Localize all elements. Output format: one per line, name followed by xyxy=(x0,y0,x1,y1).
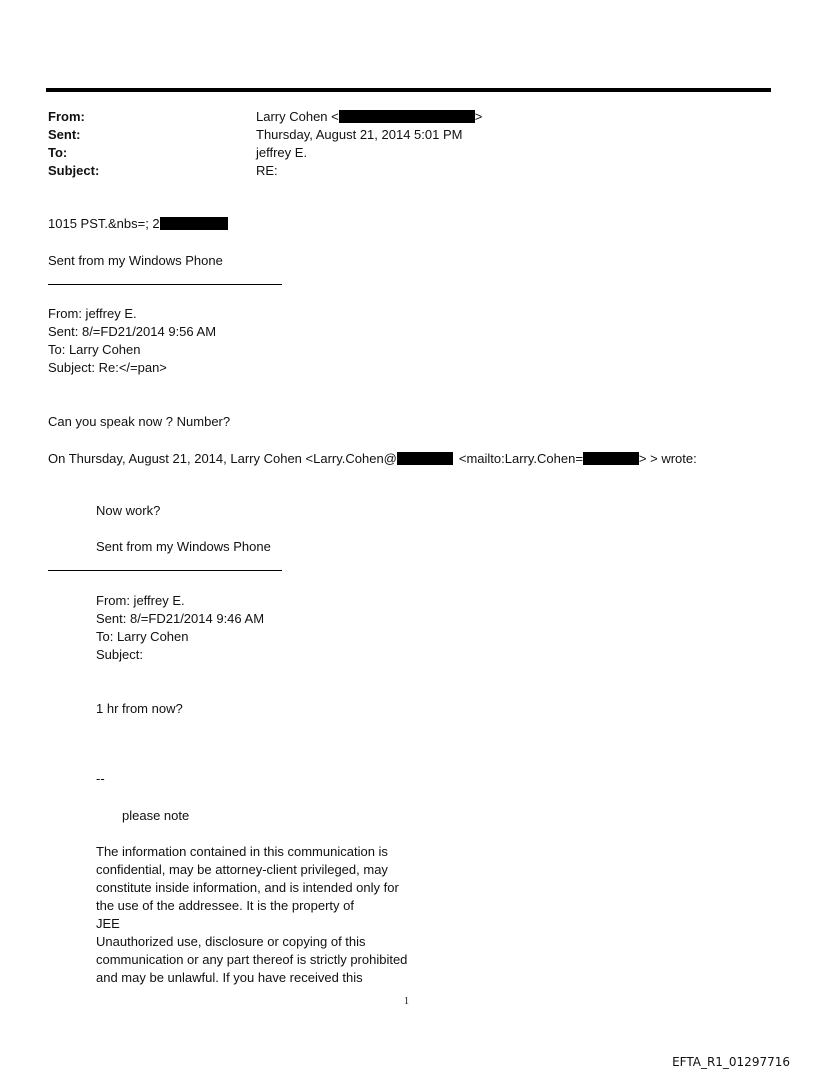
sent-label: Sent: xyxy=(48,127,81,142)
quote1-subject: Subject: Re:</=pan> xyxy=(48,360,167,375)
to-value: jeffrey E. xyxy=(256,145,308,160)
quote2-sent: Sent: 8/=FD21/2014 9:46 AM xyxy=(96,611,265,626)
quote-separator-2 xyxy=(48,570,282,571)
redacted-email xyxy=(339,110,475,123)
quote1-from: From: jeffrey E. xyxy=(48,306,137,321)
body-line-1: 1015 PST.&nbs=; 2 xyxy=(48,216,228,231)
top-rule xyxy=(46,88,771,92)
speak-now-line: Can you speak now ? Number? xyxy=(48,414,231,429)
one-hour-line: 1 hr from now? xyxy=(96,701,183,716)
wrote-line: On Thursday, August 21, 2014, Larry Cohen <Larry.Cohen@ <mailto:Larry.Cohen= > > wrote: xyxy=(48,451,697,466)
from-label: From: xyxy=(48,109,85,124)
subject-value: RE: xyxy=(256,163,278,178)
disclaimer-line: the use of the addressee. It is the property of xyxy=(96,898,354,913)
document-id: EFTA_R1_01297716 xyxy=(672,1055,790,1069)
now-work-line: Now work? xyxy=(96,503,161,518)
quote1-sent: Sent: 8/=FD21/2014 9:56 AM xyxy=(48,324,217,339)
disclaimer-line: communication or any part thereof is strictly prohibited xyxy=(96,952,408,967)
quote2-from: From: jeffrey E. xyxy=(96,593,185,608)
sent-value: Thursday, August 21, 2014 5:01 PM xyxy=(256,127,463,142)
disclaimer-line: and may be unlawful. If you have received this xyxy=(96,970,363,985)
redacted-domain-2 xyxy=(583,452,639,465)
quote2-to: To: Larry Cohen xyxy=(96,629,189,644)
disclaimer-line: confidential, may be attorney-client privileged, may xyxy=(96,862,388,877)
from-value: Larry Cohen < > xyxy=(256,109,483,124)
page-number: 1 xyxy=(404,996,409,1007)
disclaimer-line: Unauthorized use, disclosure or copying of this xyxy=(96,934,366,949)
subject-label: Subject: xyxy=(48,163,100,178)
redacted-domain-1 xyxy=(397,452,453,465)
sent-from-phone: Sent from my Windows Phone xyxy=(48,253,223,268)
disclaimer-line: JEE xyxy=(96,916,120,931)
sent-from-phone-2: Sent from my Windows Phone xyxy=(96,539,271,554)
signature-dashes: -- xyxy=(96,771,105,786)
please-note: please note xyxy=(122,808,190,823)
redacted-number xyxy=(160,217,228,230)
disclaimer-line: The information contained in this communication is xyxy=(96,844,388,859)
quote2-subject: Subject: xyxy=(96,647,143,662)
quote1-to: To: Larry Cohen xyxy=(48,342,141,357)
disclaimer-line: constitute inside information, and is intended only for xyxy=(96,880,399,895)
quote-separator-1 xyxy=(48,284,282,285)
to-label: To: xyxy=(48,145,68,160)
